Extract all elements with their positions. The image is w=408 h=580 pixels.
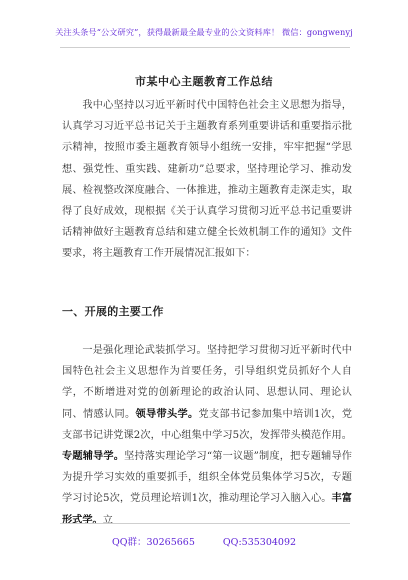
document-title: 市某中心主题教育工作总结 [135, 75, 273, 88]
intro-paragraph: 我中心坚持以习近平新时代中国特色社会主义思想为指导，认真学习习近平总书记关于主题教育系列重要讲话和重要指示批示精神，按照市委主题教育领导小组统一安排，牢牢把握“学思想、强党性、重实践、建新功”总要求，坚持理论学习、推动发展、检视整改深度融合、一体推进，推动主题教育走深走实，取得了良好成效，现根据《关于认真学习贯彻习近平总书记重要讲话精神做好主题教育总结和建立健全长效机制工作的通知》文件要求，将主题教育工作开展情况汇报如下： [62, 100, 352, 260]
section-paragraph [62, 340, 352, 531]
header-divider [60, 47, 350, 48]
paragraph-text: 坚持落实理论学习“第一议题”制度，把专题辅导作为提升学习实效的重要抓手，组织全体党员集体学习5次，专题学习讨论5次，党员理论培训1次，推动理论学习入脑入心。 [62, 451, 352, 505]
footer-qq-group: QQ群：30265665 [111, 537, 195, 548]
bold-phrase-topic: 专题辅导学。 [62, 450, 125, 463]
footer-qq: QQ:535304092 [222, 537, 297, 548]
footer [0, 534, 408, 548]
section-heading: 一、开展的主要工作 [62, 305, 164, 318]
paragraph-text: 立 [102, 514, 113, 526]
footer-divider [60, 523, 350, 524]
header-banner: 关注头条号“公文研究”，获得最新最全最专业的公文资料库！ 微信：gongwenyj [55, 27, 353, 37]
paragraph-text: 党支部书记参加集中培训1次，党支部书记讲党课2次，中心组集中学习5次，发挥带头模范作用。 [62, 408, 353, 441]
bold-phrase-lead: 领导带头学。 [135, 407, 199, 420]
paragraph-text: 一是强化理论武装抓学习。坚持把学习贯彻习近平新时代中国特色社会主义思想作为首要任务，引导组织党员抓好个人自学，不断增进对党的创新理论的政治认同、思想认同、理论认同、情感认同。 [62, 345, 352, 420]
bold-phrase-forms: 丰富形式学。 [62, 492, 352, 526]
